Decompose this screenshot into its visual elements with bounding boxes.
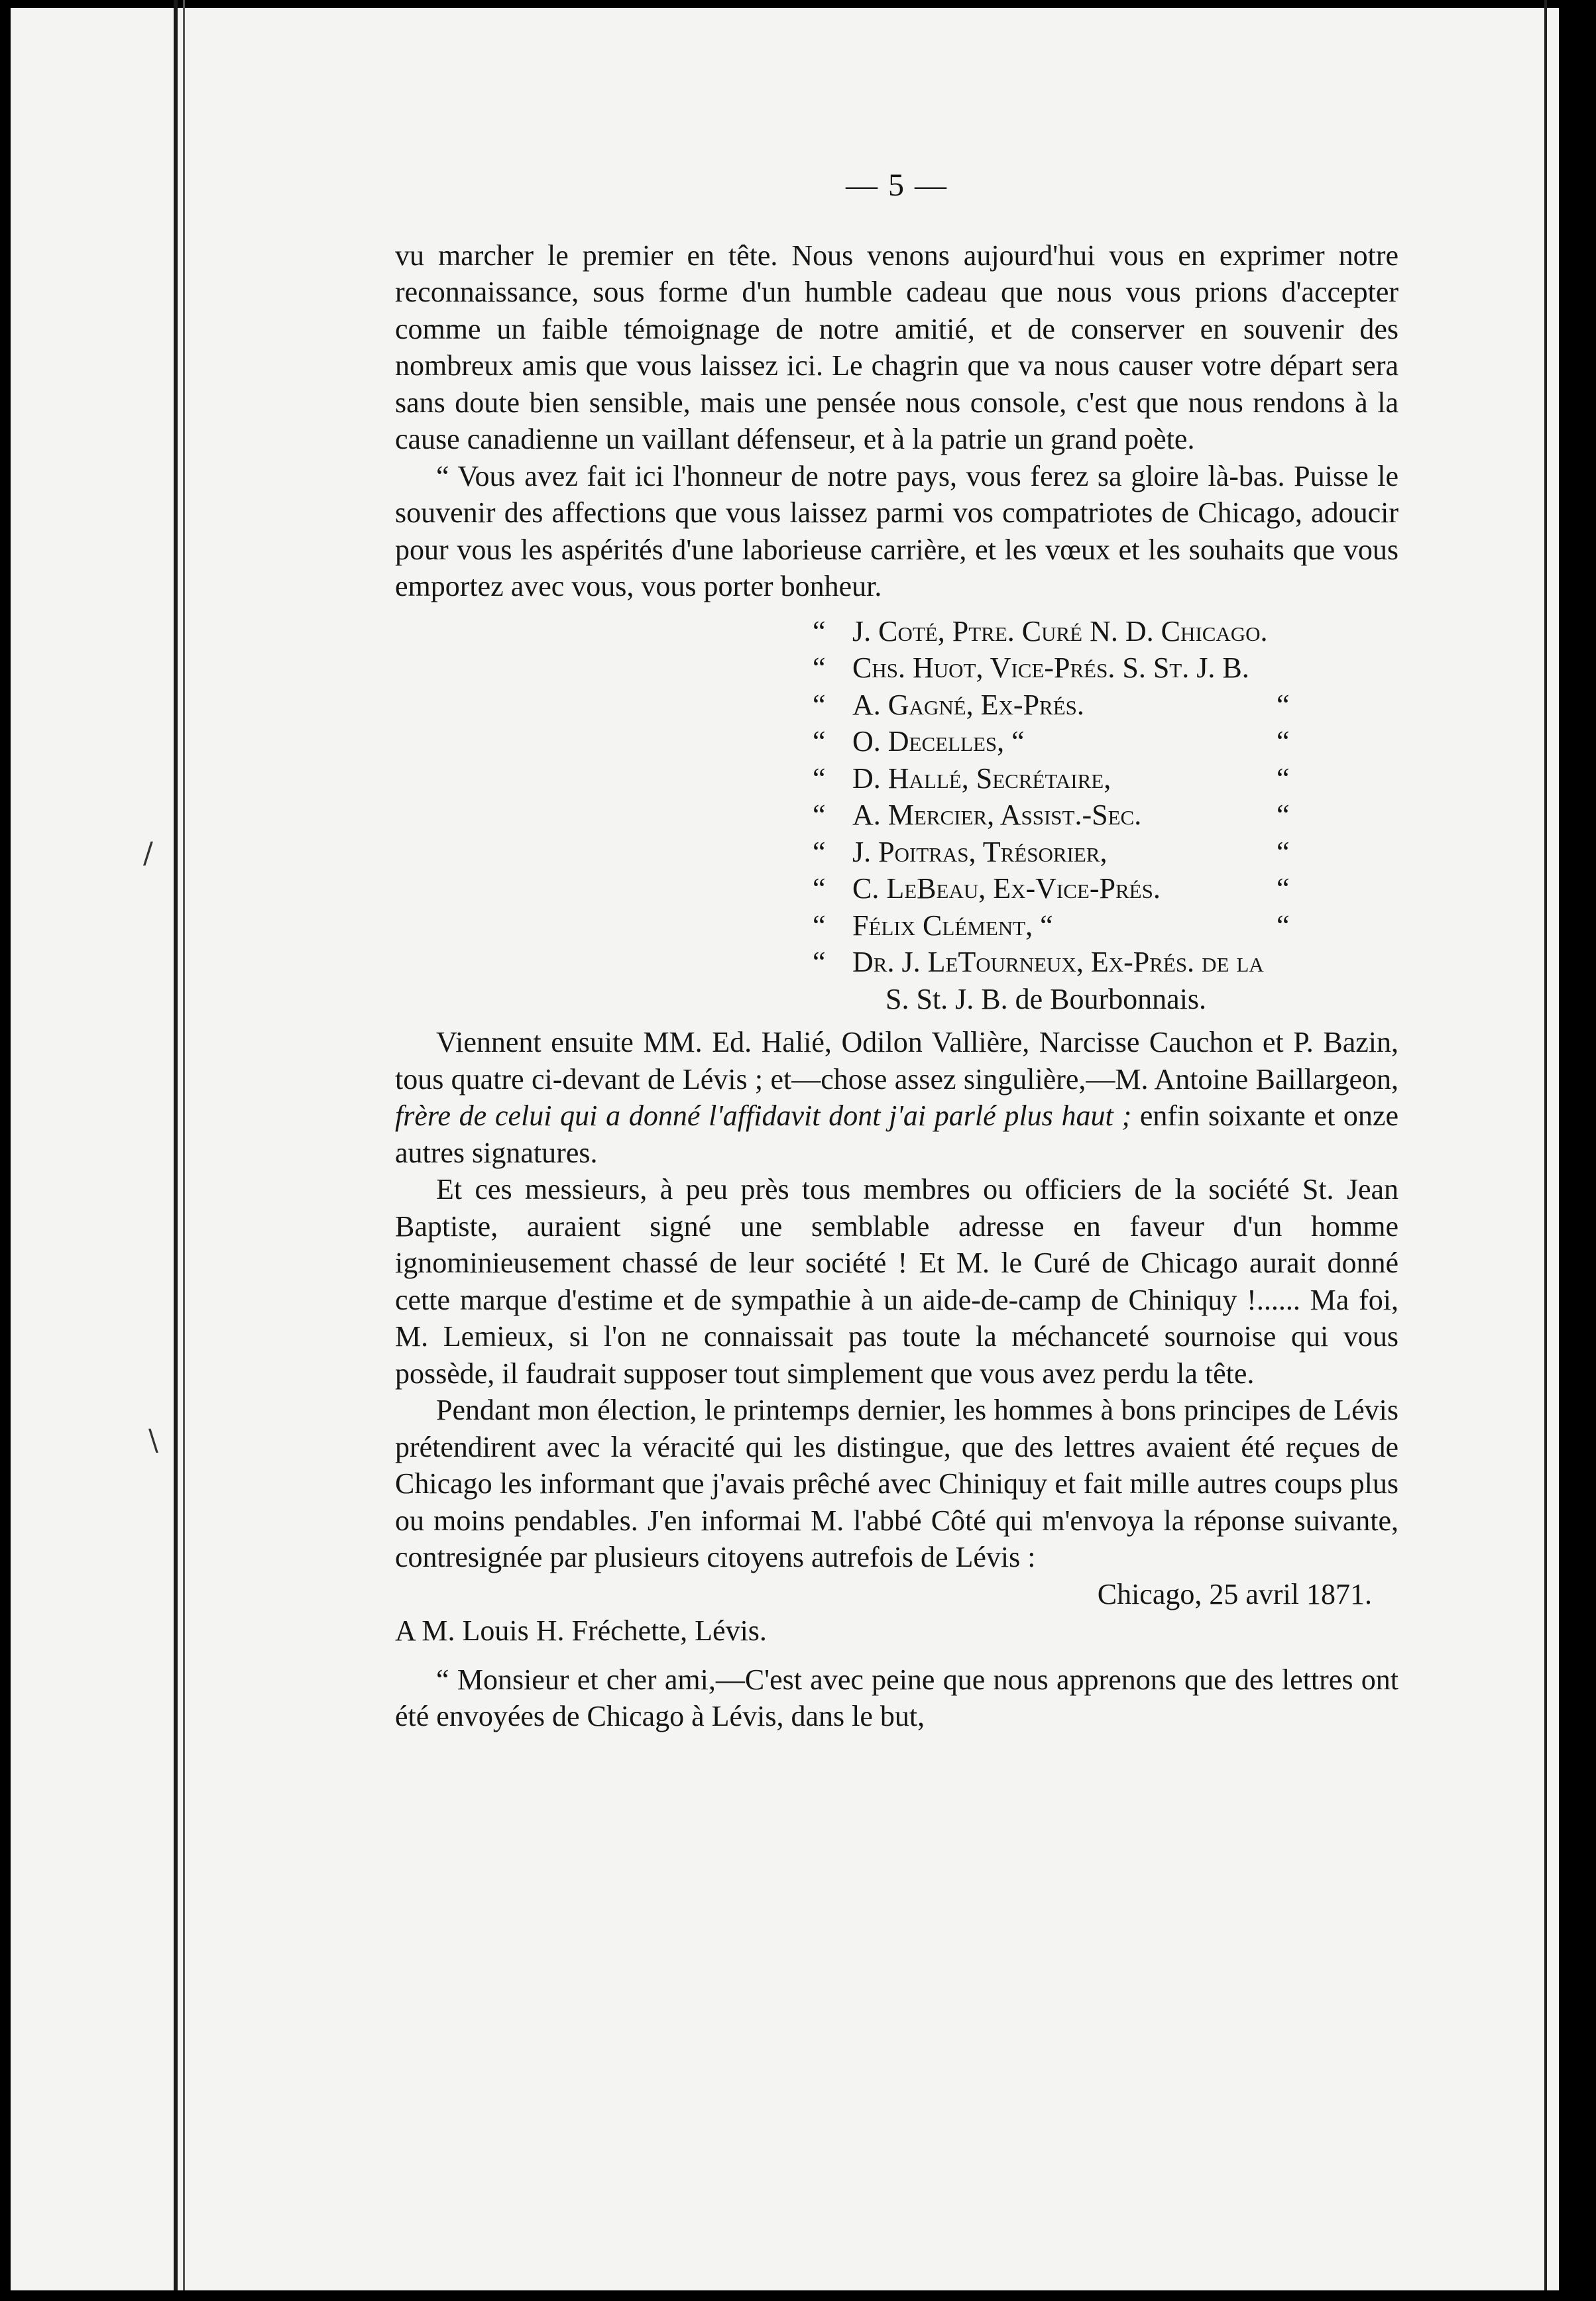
signatory: Chs. Huot, Vice-Prés. S. St. J. B. xyxy=(852,651,1249,684)
ditto-mark: “ xyxy=(1277,688,1290,721)
signature-line xyxy=(395,834,1398,871)
italic-text: frère de celui qui a donné l'affidavit dont j'ai parlé plus haut ; xyxy=(395,1099,1132,1132)
signature-line xyxy=(395,687,1398,724)
signature-line xyxy=(395,797,1398,834)
signature-line xyxy=(395,723,1398,760)
signatory: C. LeBeau, Ex-Vice-Prés. xyxy=(852,872,1161,905)
quote-mark: “ xyxy=(813,909,826,942)
signatory: J. Poitras, Trésorier, xyxy=(852,835,1108,868)
binding-gutter-line-inner xyxy=(183,0,185,2301)
signatory: A. Gagné, Ex-Prés. xyxy=(852,688,1084,721)
quote-mark: “ xyxy=(813,946,826,978)
margin-mark-1: / xyxy=(143,836,153,870)
paragraph-text: Viennent ensuite MM. Ed. Halié, Odilon Vallière, Narcisse Cauchon et P. Bazin, tous quatre ci-devant de Lévis ; et—chose assez singulière,—M. Antoine Baillargeon, xyxy=(395,1026,1398,1095)
scan-edge-rule xyxy=(1544,0,1547,2301)
letter-addressee: A M. Louis H. Fréchette, Lévis. xyxy=(395,1614,767,1647)
ditto-mark: “ xyxy=(1277,835,1290,868)
ditto-mark: “ xyxy=(1277,725,1290,758)
ditto-mark: “ xyxy=(1277,872,1290,905)
signature-line xyxy=(395,907,1398,944)
quote-mark: “ xyxy=(813,688,826,721)
signature-list xyxy=(395,613,1398,1018)
signature-line xyxy=(395,944,1398,981)
paragraph: Et ces messieurs, à peu près tous membres ou officiers de la société St. Jean Baptiste, auraient signé une semblable adresse en faveur d'un homme ignominieusement chassé de leur société ! Et M. le Curé de Chicago aurait donné cette marque d'estime et de sympathie à un aide-de-camp de Chiniquy !...... Ma foi, M. Lemieux, si l'on ne connaissait pas toute la méchanceté sournoise qui vous possède, il faudrait supposer tout simplement que vous avez perdu la tête. xyxy=(395,1173,1398,1390)
scan-border-top xyxy=(0,0,1596,8)
ditto-mark: “ xyxy=(1277,799,1290,831)
quote-mark: “ xyxy=(813,614,826,647)
quote-mark: “ xyxy=(813,761,826,795)
signature-line xyxy=(395,649,1398,687)
body-text xyxy=(395,168,1398,1735)
paragraph: vu marcher le premier en tête. Nous venons aujourd'hui vous en exprimer notre reconnaissance, sous forme d'un humble cadeau que nous vous prions d'accepter comme un faible témoignage de notre amitié, et de conserver en souvenir des nombreux amis que vous laissez ici. Le chagrin que va nous causer votre départ sera sans doute bien sensible, mais une pensée nous console, c'est que nous rendons à la cause canadienne un vaillant défenseur, et à la patrie un grand poète. xyxy=(395,239,1398,455)
quote-mark: “ xyxy=(813,725,826,758)
quote-mark: “ xyxy=(813,835,826,868)
signature-line xyxy=(395,870,1398,907)
signatory: O. Decelles, “ xyxy=(852,725,1025,758)
ditto-mark: “ xyxy=(1277,761,1290,795)
signatory-continuation: S. St. J. B. de Bourbonnais. xyxy=(885,982,1207,1015)
signatory: Dr. J. LeTourneux, Ex-Prés. de la xyxy=(852,946,1264,978)
ditto-mark: “ xyxy=(1277,909,1290,942)
signatory: A. Mercier, Assist.-Sec. xyxy=(852,799,1142,831)
signature-line xyxy=(395,613,1398,650)
scan-border-bottom xyxy=(0,2290,1596,2301)
quote-mark: “ xyxy=(813,651,826,684)
signature-line xyxy=(395,760,1398,797)
signatory: Félix Clément, “ xyxy=(852,909,1053,942)
page-number: — 5 — xyxy=(846,168,948,203)
scan-border-left xyxy=(0,0,11,2301)
scan-border-right xyxy=(1559,0,1596,2301)
letter-dateline: Chicago, 25 avril 1871. xyxy=(1097,1577,1372,1610)
binding-gutter-line xyxy=(174,0,178,2301)
signature-continuation-line xyxy=(395,981,1398,1018)
paragraph: “ Vous avez fait ici l'honneur de notre pays, vous ferez sa gloire là-bas. Puisse le souvenir des affections que vous laissez parmi vos compatriotes de Chicago, adoucir pour vous les aspérités d'une laborieuse carrière, et les vœux et les souhaits que vous emportez avec vous, vous porter bonheur. xyxy=(395,459,1398,602)
paragraph xyxy=(395,1024,1398,1171)
quote-mark: “ xyxy=(813,872,826,905)
signatory: D. Hallé, Secrétaire, xyxy=(852,761,1112,795)
paragraph-text: enfin soixante et onze autres signatures. xyxy=(395,1099,1398,1169)
paragraph: Pendant mon élection, le printemps dernier, les hommes à bons principes de Lévis prétendirent avec la véracité qui les distingue, que des lettres avaient été reçues de Chicago les informant que j'avais prêché avec Chiniquy et fait mille autres coups plus ou moins pendables. J'en informai M. l'abbé Côté qui m'envoya la réponse suivante, contresignée par plusieurs citoyens autrefois de Lévis : xyxy=(395,1394,1398,1573)
margin-mark-2: \ xyxy=(148,1424,158,1457)
quote-mark: “ xyxy=(813,799,826,831)
letter-opening: “ Monsieur et cher ami,—C'est avec peine que nous apprenons que des lettres ont été envoyées de Chicago à Lévis, dans le but, xyxy=(395,1663,1398,1732)
signatory: J. Coté, Ptre. Curé N. D. Chicago. xyxy=(852,614,1268,647)
